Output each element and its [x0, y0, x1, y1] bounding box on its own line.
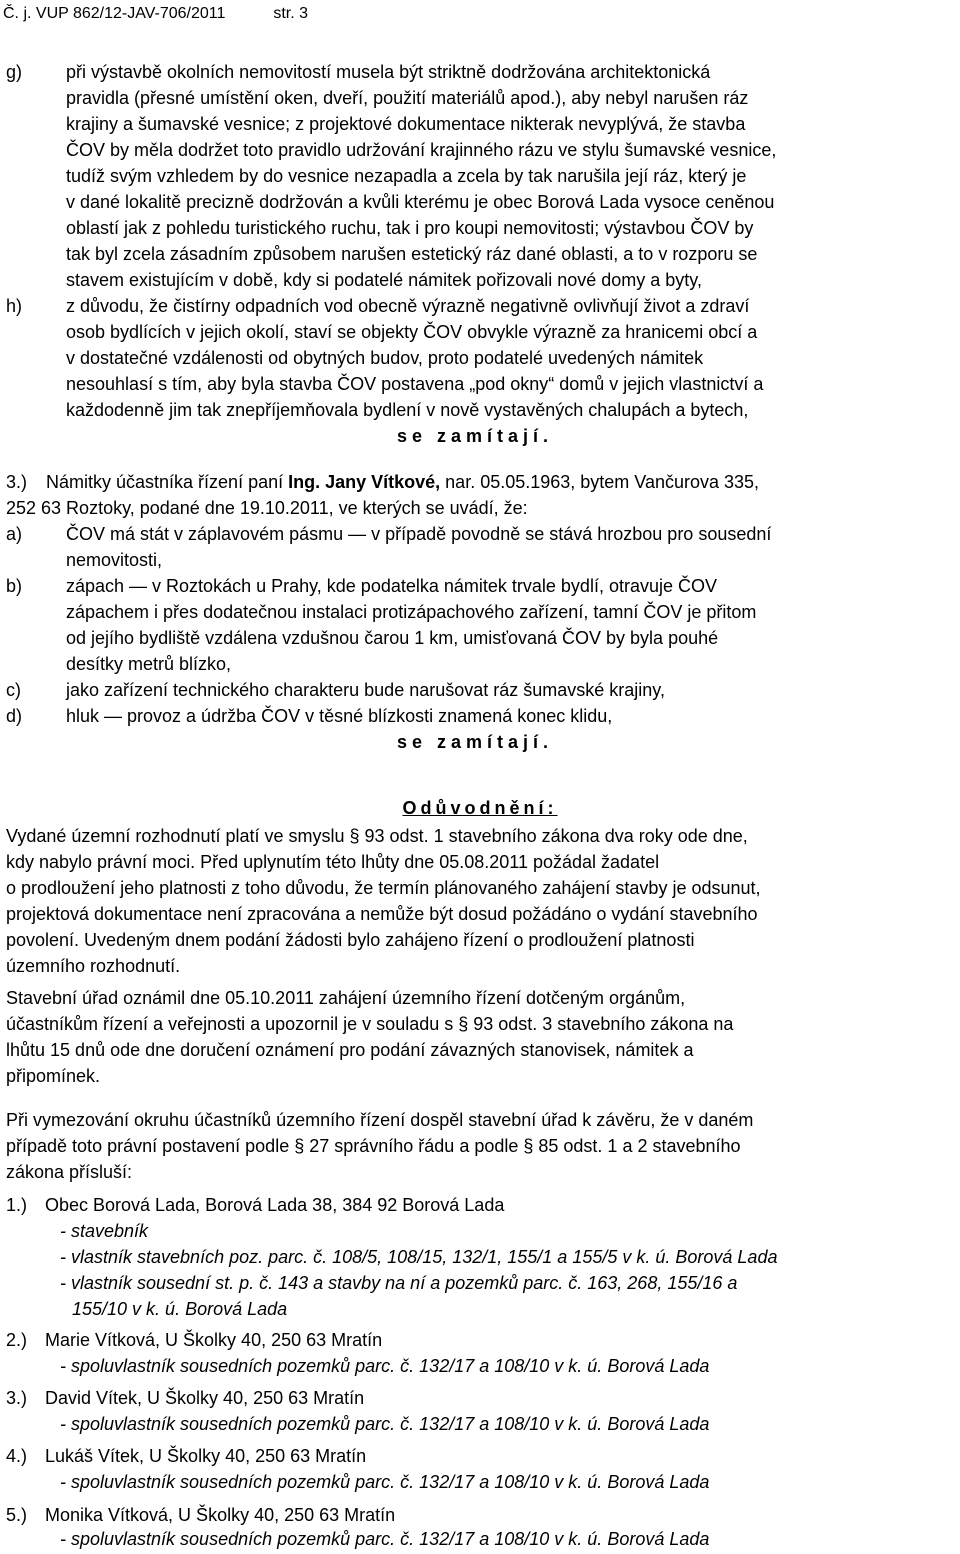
text-line: ČOV má stát v záplavovém pásmu — v případě povodně se stává hrozbou pro sousední	[66, 524, 772, 544]
text-line: jako zařízení technického charakteru bude narušovat ráz šumavské krajiny,	[66, 680, 665, 700]
section-3-line2	[6, 495, 956, 521]
item-label: d)	[6, 706, 23, 726]
paragraph-1	[6, 823, 954, 979]
objection-item-d	[6, 703, 956, 729]
item-label: g)	[6, 62, 23, 82]
text-line: každodenně jim tak znepříjemňovala bydlení v nově vystavěných chalupách a bytech,	[66, 400, 749, 420]
text-line: při výstavbě okolních nemovitostí musela být striktně dodržována architektonická	[66, 62, 711, 82]
text-line: pravidla (přesné umístění oken, dveří, použití materiálů apod.), aby nebyl narušen ráz	[66, 88, 749, 108]
objection-item-g	[6, 59, 956, 293]
text-line: desítky metrů blízko,	[66, 654, 232, 674]
participant-number: 1.)	[6, 1195, 28, 1215]
section-3	[6, 469, 956, 495]
section-number: 3.)	[6, 472, 28, 492]
participant-role: - stavebník	[60, 1221, 149, 1241]
text-line: ČOV by měla dodržet toto pravidlo udržování krajinného rázu ve stylu šumavské vesnice,	[66, 140, 777, 160]
text-line: tak byl zcela zásadním způsobem narušen estetický ráz dané oblasti, a to v rozporu se	[66, 244, 758, 264]
text-line: projektová dokumentace není zpracována a nemůže být dosud požádáno o vydání stavebního	[6, 904, 758, 924]
text-line: 252 63 Roztoky, podané dne 19.10.2011, ve kterých se uvádí, že:	[6, 498, 528, 518]
text-line: hluk — provoz a údržba ČOV v těsné blízkosti znamená konec klidu,	[66, 706, 613, 726]
section-intro: Námitky účastníka řízení paní Ing. Jany Vítkové, nar. 05.05.1963, bytem Vančurova 335,	[46, 472, 760, 492]
text-line: zápachem i přes dodatečnou instalaci protizápachového zařízení, tamní ČOV je přitom	[66, 602, 757, 622]
participant-name: Ing. Jany Vítkové,	[288, 472, 441, 492]
participant-role: - spoluvlastník sousedních pozemků parc. č. 132/17 a 108/10 v k. ú. Borová Lada	[60, 1414, 710, 1434]
participant-number: 2.)	[6, 1330, 28, 1350]
rejected-label: se zamítají.	[397, 732, 554, 752]
text-line: z důvodu, že čistírny odpadních vod obecně výrazně negativně ovlivňují život a zdraví	[66, 296, 750, 316]
text-line: povolení. Uvedeným dnem podání žádosti bylo zahájeno řízení o prodloužení platnosti	[6, 930, 695, 950]
text-line: kdy nabylo právní moci. Před uplynutím této lhůty dne 05.08.2011 požádal žadatel	[6, 852, 660, 872]
rejected-label: se zamítají.	[397, 426, 554, 446]
objection-item-a	[6, 521, 956, 573]
text-line: zákona přísluší:	[6, 1162, 133, 1182]
participant-role: - spoluvlastník sousedních pozemků parc. č. 132/17 a 108/10 v k. ú. Borová Lada	[60, 1529, 710, 1549]
text-line: v dané lokalitě precizně dodržován a kvůli kterému je obec Borová Lada vysoce ceněnou	[66, 192, 775, 212]
page-header	[3, 3, 308, 25]
text-line: v dostatečné vzdálenosti od obytných budov, proto podatelé uvedených námitek	[66, 348, 704, 368]
text-line: oblastí jak z pohledu turistického ruchu, tak i pro koupi nemovitosti; výstavbou ČOV by	[66, 218, 754, 238]
text-line: tudíž svým vzhledem by do vesnice nezapadla a zcela by tak narušila její ráz, který je	[66, 166, 747, 186]
item-label: c)	[6, 680, 21, 700]
participant-role: 155/10 v k. ú. Borová Lada	[72, 1299, 288, 1319]
objection-item-h	[6, 293, 956, 423]
text-line: lhůtu 15 dnů ode dne doručení oznámení pro podání závazných stanovisek, námitek a	[6, 1040, 694, 1060]
participant-name: Monika Vítková, U Školky 40, 250 63 Mratín	[45, 1505, 396, 1525]
participant-role: - spoluvlastník sousedních pozemků parc. č. 132/17 a 108/10 v k. ú. Borová Lada	[60, 1472, 710, 1492]
text-line: nemovitosti,	[66, 550, 163, 570]
text-line: osob bydlících v jejich okolí, staví se objekty ČOV obvykle výrazně za hranicemi obcí a	[66, 322, 758, 342]
item-label: b)	[6, 576, 23, 596]
participant-number: 3.)	[6, 1388, 28, 1408]
text-line: stavem existujícím v době, kdy si podatelé námitek pořizovali nové domy a byty,	[66, 270, 702, 290]
participant-name: Lukáš Vítek, U Školky 40, 250 63 Mratín	[45, 1446, 367, 1466]
participant-name: Obec Borová Lada, Borová Lada 38, 384 92 Borová Lada	[45, 1195, 505, 1215]
page-number: str. 3	[273, 5, 309, 22]
text-line: územního rozhodnutí.	[6, 956, 181, 976]
text-line: Stavební úřad oznámil dne 05.10.2011 zahájení územního řízení dotčeným orgánům,	[6, 988, 686, 1008]
text-line: o prodloužení jeho platnosti z toho důvodu, že termín plánovaného zahájení stavby je odsunut,	[6, 878, 761, 898]
objection-item-b	[6, 573, 956, 677]
reasoning-title: Odůvodnění:	[402, 798, 558, 818]
text-line: krajiny a šumavské vesnice; z projektové dokumentace nikterak nevyplývá, že stavba	[66, 114, 746, 134]
participant-number: 4.)	[6, 1446, 28, 1466]
text-line: Při vymezování okruhu účastníků územního řízení dospěl stavební úřad k závěru, že v daném	[6, 1110, 754, 1130]
text-line: účastníkům řízení a veřejnosti a upozornil je v souladu s § 93 odst. 3 stavebního zákona na	[6, 1014, 734, 1034]
item-label: a)	[6, 524, 23, 544]
text-line: nesouhlasí s tím, aby byla stavba ČOV postavena „pod okny“ domů v jejich vlastnictví a	[66, 374, 764, 394]
text-line: připomínek.	[6, 1066, 101, 1086]
reference-number: Č. j. VUP 862/12-JAV-706/2011	[3, 5, 226, 22]
item-label: h)	[6, 296, 23, 316]
participant-role: - vlastník sousední st. p. č. 143 a stavby na ní a pozemků parc. č. 163, 268, 155/16 a	[60, 1273, 738, 1293]
paragraph-3	[6, 1107, 954, 1185]
participant-name: David Vítek, U Školky 40, 250 63 Mratín	[45, 1388, 365, 1408]
text-line: Vydané územní rozhodnutí platí ve smyslu § 93 odst. 1 stavebního zákona dva roky ode dne,	[6, 826, 748, 846]
participant-number: 5.)	[6, 1505, 28, 1525]
text-line: případě toto právní postavení podle § 27 správního řádu a podle § 85 odst. 1 a 2 stavebního	[6, 1136, 741, 1156]
participant-role: - vlastník stavebních poz. parc. č. 108/5, 108/15, 132/1, 155/1 a 155/5 v k. ú. Borová Lada	[60, 1247, 778, 1267]
participant-role: - spoluvlastník sousedních pozemků parc. č. 132/17 a 108/10 v k. ú. Borová Lada	[60, 1356, 710, 1376]
paragraph-2	[6, 985, 954, 1089]
objection-item-c	[6, 677, 956, 703]
participant-name: Marie Vítková, U Školky 40, 250 63 Mratín	[45, 1330, 383, 1350]
text-line: zápach — v Roztokách u Prahy, kde podatelka námitek trvale bydlí, otravuje ČOV	[66, 576, 717, 596]
text-line: od jejího bydliště vzdálena vzdušnou čarou 1 km, umisťovaná ČOV by byla pouhé	[66, 628, 719, 648]
